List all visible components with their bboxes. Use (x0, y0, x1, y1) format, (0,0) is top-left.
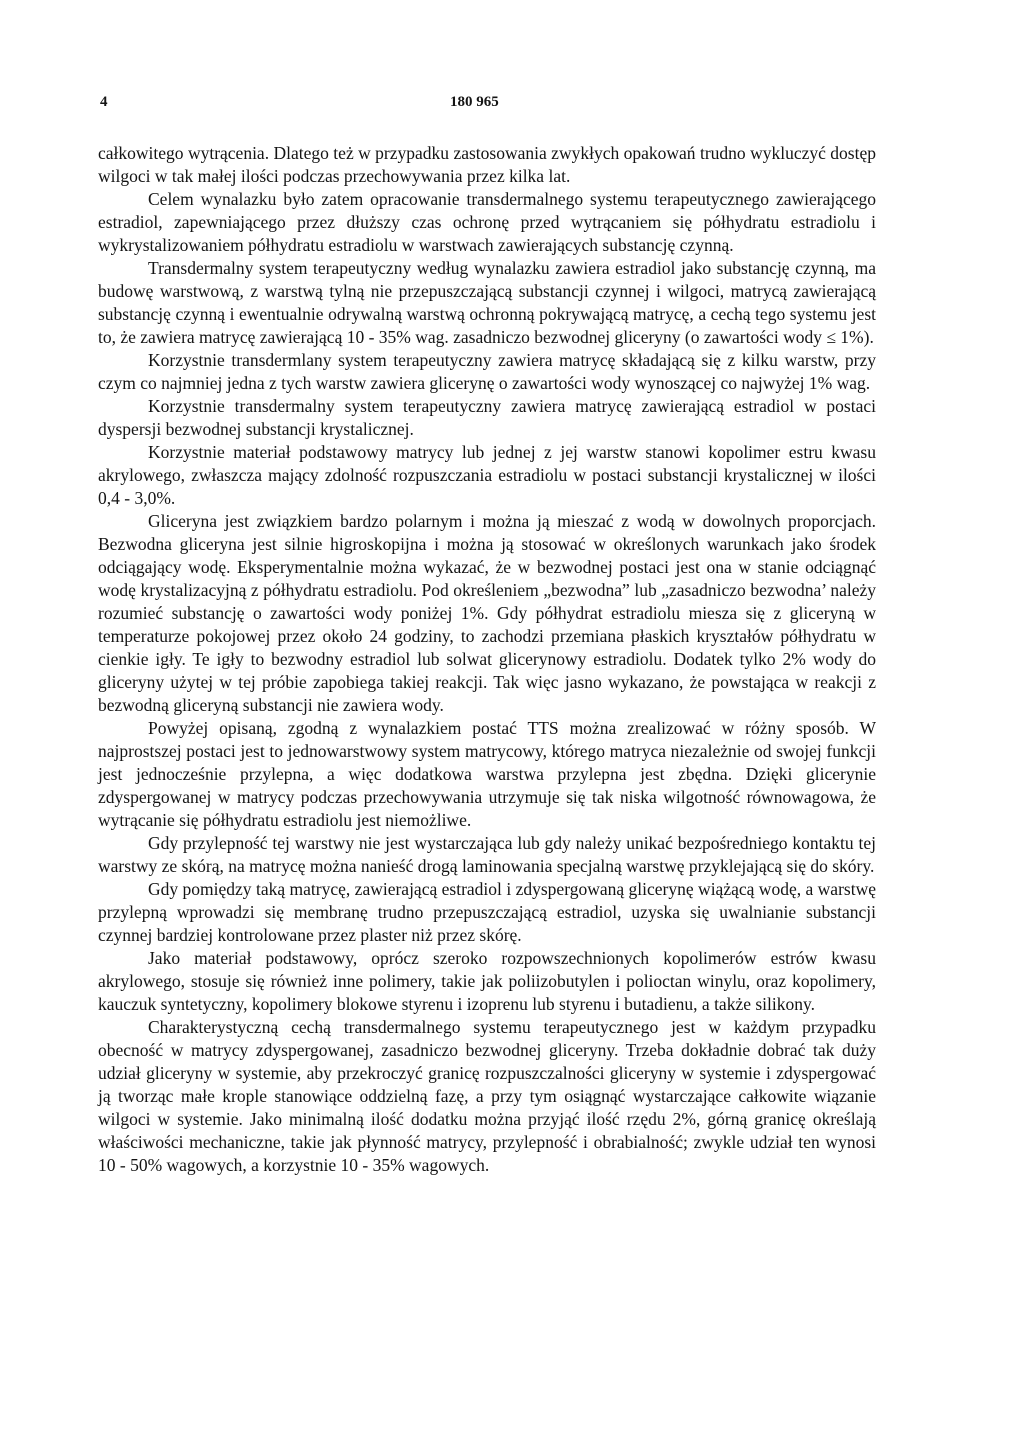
patent-number: 180 965 (450, 94, 499, 110)
paragraph: Gdy przylepność tej warstwy nie jest wystarczająca lub gdy należy unikać bezpośredniego kontaktu tej warstwy ze skórą, na matrycę można nanieść drogą laminowania specjalną warstwę przyklejającą się do skóry. (98, 833, 876, 876)
paragraph: Celem wynalazku było zatem opracowanie transdermalnego systemu terapeutycznego zawierającego estradiol, zapewniającego przez dłuższy czas ochronę przed wytrącaniem się półhydratu estradiolu i wykrystalizowaniem półhydratu estradiolu w warstwach zawierających substancję czynną. (98, 189, 876, 255)
paragraph: Gliceryna jest związkiem bardzo polarnym i można ją mieszać z wodą w dowolnych proporcjach. Bezwodna gliceryna jest silnie higroskopijna i można ją stosować w określonych warunkach jako środek odciągający wodę. Eksperymentalnie można wykazać, że w bezwodnej postaci jest ona w stanie odciągnąć wodę krystalizacyjną z półhydratu estradiolu. Pod określeniem „bezwodna” lub „zasadniczo bezwodna’ należy rozumieć substancję o zawartości wody poniżej 1%. Gdy półhydrat estradiolu miesza się z gliceryną w temperaturze pokojowej przez około 24 godziny, to zachodzi przemiana płaskich kryształów półhydratu w cienkie igły. Te igły to bezwodny estradiol lub solwat glicerynowy estradiolu. Dodatek tylko 2% wody do gliceryny użytej w tej próbie zapobiega takiej reakcji. Tak więc jasno wykazano, że powstająca w reakcji z bezwodną gliceryną substancji nie zawiera wody. (98, 511, 876, 715)
paragraph: Charakterystyczną cechą transdermalnego systemu terapeutycznego jest w każdym przypadku obecność w matrycy zdyspergowanej, zasadniczo bezwodnej gliceryny. Trzeba dokładnie dobrać tak duży udział gliceryny w systemie, aby przekroczyć granicę rozpuszczalności gliceryny w systemie i zdyspergować ją tworząc małe krople stanowiące oddzielną fazę, a przy tym osiągnąć wystarczające całkowite wiązanie wilgoci w systemie. Jako minimalną ilość dodatku można przyjąć ilość rzędu 2%, górną granicę określają właściwości mechaniczne, takie jak płynność matrycy, przylepność i obrabialność; zwykle udział ten wynosi 10 - 50% wagowych, a korzystnie 10 - 35% wagowych. (98, 1017, 876, 1175)
page-number: 4 (100, 94, 108, 110)
page-header (98, 94, 878, 116)
paragraph: Korzystnie transdermlany system terapeutyczny zawiera matrycę składającą się z kilku warstw, przy czym co najmniej jedna z tych warstw zawiera glicerynę o zawartości wody wynoszącej co najwyżej 1% wag. (98, 350, 876, 393)
paragraph: Gdy pomiędzy taką matrycę, zawierającą estradiol i zdyspergowaną glicerynę wiążącą wodę, a warstwę przylepną wprowadzi się membranę trudno przepuszczającą estradiol, uzyska się uwalnianie substancji czynnej bardziej kontrolowane przez plaster niż przez skórę. (98, 879, 876, 945)
paragraph: Transdermalny system terapeutyczny według wynalazku zawiera estradiol jako substancję czynną, ma budowę warstwową, z warstwą tylną nie przepuszczającą substancji czynnej i wilgoci, matrycą zawierającą substancję czynną i ewentualnie odrywalną warstwą ochronną pokrywającą matrycę, a cechą tego systemu jest to, że zawiera matrycę zawierającą 10 - 35% wag. zasadniczo bezwodnej gliceryny (o zawartości wody ≤ 1%). (98, 258, 876, 347)
paragraph: Korzystnie transdermalny system terapeutyczny zawiera matrycę zawierającą estradiol w postaci dyspersji bezwodnej substancji krystalicznej. (98, 396, 876, 439)
paragraph: Powyżej opisaną, zgodną z wynalazkiem postać TTS można zrealizować w różny sposób. W najprostszej postaci jest to jednowarstwowy system matrycowy, którego matryca niezależnie od swojej funkcji jest jednocześnie przylepna, a więc dodatkowa warstwa przylepna jest zbędna. Dzięki glicerynie zdyspergowanej w matrycy podczas przechowywania utrzymuje się tak niska wilgotność równowagowa, że wytrącanie się półhydratu estradiolu jest niemożliwe. (98, 718, 876, 830)
paragraph: Korzystnie materiał podstawowy matrycy lub jednej z jej warstw stanowi kopolimer estru kwasu akrylowego, zwłaszcza mający zdolność rozpuszczania estradiolu w postaci substancji krystalicznej w ilości 0,4 - 3,0%. (98, 442, 876, 508)
paragraph: całkowitego wytrącenia. Dlatego też w przypadku zastosowania zwykłych opakowań trudno wykluczyć dostęp wilgoci w tak małej ilości podczas przechowywania przez kilka lat. (98, 143, 876, 186)
paragraph: Jako materiał podstawowy, oprócz szeroko rozpowszechnionych kopolimerów estrów kwasu akrylowego, stosuje się również inne polimery, takie jak poliizobutylen i polioctan winylu, oraz kopolimery, kauczuk syntetyczny, kopolimery blokowe styrenu i izoprenu lub styrenu i butadienu, a także silikony. (98, 948, 876, 1014)
body-text (98, 142, 876, 1177)
